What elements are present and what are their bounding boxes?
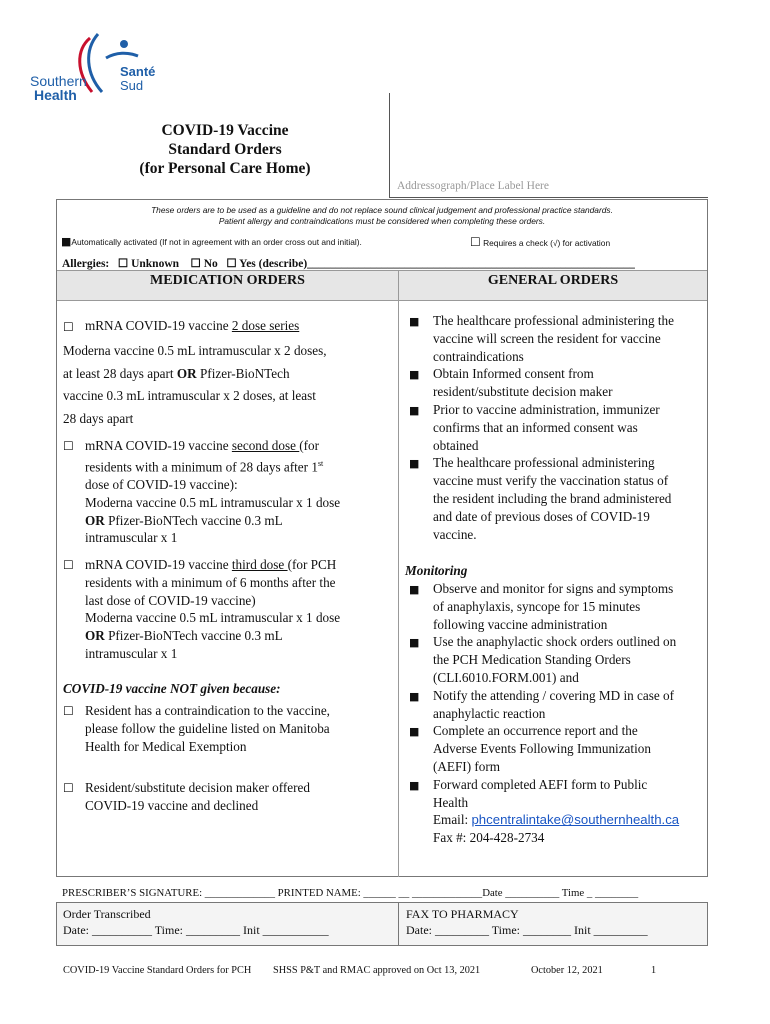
- general-item-0-line-0: The healthcare professional administering the: [433, 313, 674, 328]
- fax-to-pharmacy-title: FAX TO PHARMACY: [406, 907, 519, 921]
- reason1-line-3: Health for Medical Exemption: [85, 738, 247, 754]
- monitoring-2-line-0: Notify the attending / covering MD in case of: [433, 687, 674, 703]
- order3-line-1-post: (for PCH: [287, 557, 337, 572]
- filled-square-icon: ■: [409, 778, 420, 792]
- order2-line-5-post: Pfizer-BioNTech vaccine 0.3 mL: [104, 512, 283, 528]
- filled-square-icon: ■: [409, 315, 420, 328]
- legend-auto-text: Automatically activated (If not in agreement with an order cross out and initial).: [71, 237, 362, 247]
- order1-title: mRNA COVID-19 vaccine: [85, 318, 232, 333]
- filled-square-icon: ■: [409, 368, 420, 382]
- filled-square-icon: ■: [409, 457, 420, 471]
- order1-line-3: vaccine 0.3 mL intramuscular x 2 doses, at least: [63, 388, 316, 403]
- filled-square-icon: ■: [409, 636, 420, 650]
- email-label: Email:: [433, 812, 472, 828]
- allergy-yes-checkbox[interactable]: ☐ Yes (describe)_________________________________________________________: [226, 258, 635, 270]
- order3-line-5: [85, 627, 395, 645]
- prescriber-signature-row[interactable]: PRESCRIBER’S SIGNATURE: _____________ PRINTED NAME: ______ __ _____________Date __________ Time _ ________: [62, 887, 639, 899]
- email-line: [433, 811, 709, 829]
- order2-line-2: residents with a minimum of 28 days after 1: [85, 459, 318, 475]
- reason-declined[interactable]: [63, 779, 395, 815]
- general-order-item: [409, 312, 709, 365]
- order3-line-3: last dose of COVID-19 vaccine): [85, 592, 256, 608]
- order3-or: OR: [85, 628, 105, 644]
- order2-line-1-pre: mRNA COVID-19 vaccine: [85, 438, 232, 453]
- order1-line-2-pre: at least 28 days apart: [63, 365, 177, 381]
- filled-square-icon: ■: [409, 689, 420, 703]
- logo-southern: Southern: [30, 73, 87, 89]
- fax-number: Fax #: 204-428-2734: [433, 830, 545, 846]
- southern-health-logo: [28, 30, 188, 110]
- monitoring-4-line-1: Health: [433, 794, 469, 810]
- order3-underlined: third dose: [231, 557, 288, 572]
- order2-line-1-post: (for: [299, 438, 320, 453]
- monitoring-1-line-1: the PCH Medication Standing Orders: [433, 652, 631, 668]
- general-item-1-line-1: resident/substitute decision maker: [433, 384, 613, 400]
- allergy-unknown-checkbox[interactable]: ☐ Unknown: [117, 258, 180, 270]
- footer-form-name: COVID-19 Vaccine Standard Orders for PCH: [63, 965, 252, 976]
- general-orders-header: GENERAL ORDERS: [487, 273, 619, 288]
- monitoring-list: [409, 580, 709, 847]
- reason-contraindication[interactable]: [63, 702, 395, 755]
- checkbox-icon[interactable]: ☐: [63, 558, 74, 572]
- monitoring-0-line-1: of anaphylaxis, syncope for 15 minutes: [433, 598, 641, 614]
- header-bottom-rule: [57, 300, 707, 301]
- order3-line-6: intramuscular x 1: [85, 645, 178, 661]
- label-area-divider: [389, 93, 390, 198]
- checkbox-icon[interactable]: ☐: [63, 781, 74, 795]
- addressograph-label: Addressograph/Place Label Here: [397, 180, 549, 192]
- monitoring-item: [409, 633, 709, 686]
- medication-orders-header: MEDICATION ORDERS: [150, 273, 305, 288]
- monitoring-item: [409, 776, 709, 847]
- order3-line-4: Moderna vaccine 0.5 mL intramuscular x 1 dose: [85, 610, 341, 626]
- order1-line-1: Moderna vaccine 0.5 mL intramuscular x 2 doses,: [63, 343, 327, 358]
- order-transcribed-section[interactable]: [63, 906, 329, 938]
- footer-date: October 12, 2021: [531, 965, 603, 976]
- title-line-1: COVID-19 Vaccine: [161, 122, 289, 139]
- general-item-1-line-0: Obtain Informed consent from: [433, 366, 594, 382]
- guideline-line-1: These orders are to be used as a guideline and do not replace sound clinical judgement and professional practice standards.: [151, 205, 613, 215]
- column-divider: [398, 270, 399, 877]
- fax-to-pharmacy-section[interactable]: [406, 906, 648, 938]
- footer-approval: SHSS P&T and RMAC approved on Oct 13, 2021: [273, 965, 481, 976]
- order1-line-2-post: Pfizer-BioNTech: [196, 365, 290, 381]
- monitoring-header: Monitoring: [405, 563, 468, 578]
- general-item-2-line-2: obtained: [433, 437, 479, 453]
- order2-line-4: Moderna vaccine 0.5 mL intramuscular x 1 dose: [85, 494, 341, 510]
- logo-sante: Santé: [120, 64, 156, 79]
- general-item-3-line-2: the resident including the brand administered: [433, 490, 672, 506]
- reason1-line-2: please follow the guideline listed on Manitoba: [85, 720, 330, 736]
- order2-sup: st: [317, 458, 324, 468]
- med-order-second-dose[interactable]: [63, 437, 395, 547]
- monitoring-item: [409, 722, 709, 775]
- logo-sud: Sud: [120, 78, 144, 93]
- page-title: [60, 121, 390, 178]
- monitoring-4-line-0: Forward completed AEFI form to Public: [433, 776, 648, 792]
- checkbox-icon[interactable]: ☐: [63, 320, 74, 334]
- allergies-row: [62, 256, 635, 270]
- guideline-line-2: Patient allergy and contraindications must be considered when completing these orders.: [218, 216, 546, 226]
- order1-line-2: [63, 363, 395, 386]
- footer-page-number: 1: [651, 965, 657, 976]
- checkbox-icon: ☐: [470, 235, 481, 249]
- legend-auto: [61, 235, 362, 248]
- order3-line-5-post: Pfizer-BioNTech vaccine 0.3 mL: [104, 628, 283, 644]
- order2-underlined: second dose: [231, 438, 300, 453]
- general-item-3-line-4: vaccine.: [433, 526, 477, 542]
- order1-or: OR: [176, 365, 197, 381]
- legend-check-text: Requires a check (√) for activation: [483, 238, 611, 248]
- header-top-rule: [57, 270, 707, 271]
- med-order-2-dose[interactable]: [63, 317, 395, 430]
- filled-square-icon: ■: [409, 403, 420, 417]
- order2-or: OR: [85, 512, 105, 528]
- monitoring-2-line-1: anaphylactic reaction: [433, 705, 546, 721]
- reason2-line-1: Resident/substitute decision maker offered: [85, 780, 310, 795]
- general-item-2-line-1: confirms that an informed consent was: [433, 419, 638, 435]
- filled-square-icon: ■: [61, 235, 72, 248]
- general-item-3-line-3: and date of previous doses of COVID-19: [433, 508, 650, 524]
- order3-line-1-pre: mRNA COVID-19 vaccine: [85, 557, 232, 572]
- order1-line-4: 28 days apart: [63, 410, 134, 426]
- order-transcribed-title: Order Transcribed: [63, 907, 151, 921]
- email-link[interactable]: phcentralintake@southernhealth.ca: [471, 812, 680, 828]
- general-item-3-line-1: vaccine must verify the vaccination status of: [433, 473, 669, 489]
- checkbox-icon[interactable]: ☐: [63, 439, 74, 453]
- title-line-3: (for Personal Care Home): [139, 160, 311, 177]
- general-item-2-line-0: Prior to vaccine administration, immunizer: [433, 401, 660, 417]
- general-order-item: [409, 454, 709, 543]
- order-transcribed-fields[interactable]: Date: __________ Time: _________ Init ___________: [63, 923, 329, 937]
- general-order-item: [409, 401, 709, 454]
- order1-title-underlined: 2 dose series: [231, 318, 300, 333]
- monitoring-3-line-0: Complete an occurrence report and the: [433, 723, 638, 739]
- general-orders-list: [409, 312, 709, 543]
- order2-line-6: intramuscular x 1: [85, 530, 178, 546]
- allergies-label: Allergies:: [62, 258, 110, 270]
- allergy-no-checkbox[interactable]: ☐ No: [190, 258, 218, 270]
- reason1-line-1: Resident has a contraindication to the vaccine,: [85, 703, 330, 718]
- general-item-3-line-0: The healthcare professional administering: [433, 455, 655, 471]
- filled-square-icon: ■: [409, 583, 420, 596]
- monitoring-1-line-0: Use the anaphylactic shock orders outlined on: [433, 634, 677, 650]
- order2-line-3: dose of COVID-19 vaccine):: [85, 476, 238, 492]
- title-line-2: Standard Orders: [168, 141, 282, 158]
- not-given-header: COVID-19 vaccine NOT given because:: [63, 681, 281, 696]
- med-order-third-dose[interactable]: [63, 556, 395, 663]
- logo-health: Health: [34, 87, 77, 103]
- reason2-line-2: COVID-19 vaccine and declined: [85, 797, 259, 813]
- monitoring-1-line-2: (CLI.6010.FORM.001) and: [433, 669, 579, 685]
- order3-line-2: residents with a minimum of 6 months after the: [85, 574, 336, 590]
- monitoring-3-line-1: Adverse Events Following Immunization: [433, 741, 651, 757]
- filled-square-icon: ■: [409, 725, 420, 739]
- fax-to-pharmacy-fields[interactable]: Date: _________ Time: ________ Init _________: [406, 923, 648, 937]
- transcription-divider: [398, 902, 399, 946]
- monitoring-0-line-2: following vaccine administration: [433, 616, 608, 632]
- checkbox-icon[interactable]: ☐: [63, 704, 74, 718]
- monitoring-0-line-0: Observe and monitor for signs and symptoms: [433, 581, 674, 596]
- monitoring-item: [409, 580, 709, 633]
- monitoring-item: [409, 687, 709, 723]
- legend-check: [470, 235, 610, 249]
- monitoring-3-line-2: (AEFI) form: [433, 758, 501, 774]
- guideline-notice: [60, 205, 704, 227]
- general-item-0-line-2: contraindications: [433, 348, 524, 364]
- addressograph-underline: [390, 197, 708, 198]
- general-order-item: [409, 365, 709, 401]
- general-item-0-line-1: vaccine will screen the resident for vaccine: [433, 330, 661, 346]
- order2-line-5: [85, 512, 395, 530]
